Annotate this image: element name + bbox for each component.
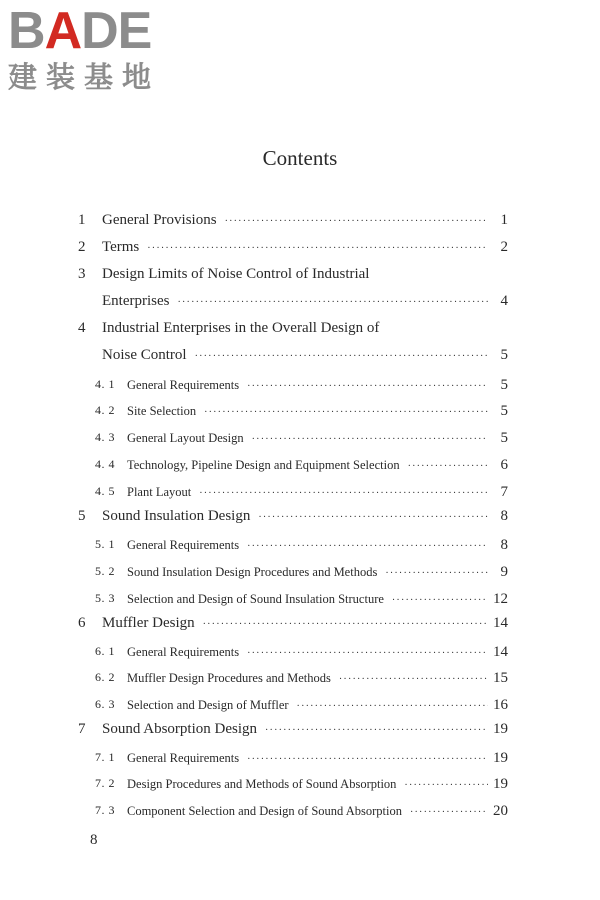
toc-entry-page: 19 <box>493 721 508 737</box>
toc-entry-row <box>127 403 508 420</box>
leader-dots <box>247 648 488 659</box>
toc-entry-number: 7. 2 <box>95 776 115 790</box>
leader-dots <box>199 488 488 499</box>
toc-entry <box>0 345 600 369</box>
toc-entry-row <box>127 803 508 820</box>
toc-entry <box>0 373 600 397</box>
toc-entry <box>0 799 600 823</box>
toc-entry-page: 16 <box>493 697 508 713</box>
toc-entry-page: 20 <box>493 803 508 819</box>
leader-dots <box>408 461 488 472</box>
toc-entry-number: 1 <box>78 212 86 228</box>
toc-entry-label: General Provisions <box>102 212 217 228</box>
toc-entry-row <box>127 670 508 687</box>
toc-entry <box>0 264 600 288</box>
toc-entry-number: 5 <box>78 508 86 524</box>
toc-entry-number: 7. 3 <box>95 803 115 817</box>
toc-entry-row <box>102 293 508 310</box>
leader-dots <box>385 568 488 579</box>
toc-entry-label: Design Procedures and Methods of Sound Absorption <box>127 777 397 791</box>
leader-dots <box>247 541 488 552</box>
toc-entry <box>0 560 600 584</box>
toc-entry-number: 4. 5 <box>95 484 115 498</box>
toc-entry-label: Design Limits of Noise Control of Industrial <box>102 266 370 282</box>
toc-entry <box>0 533 600 557</box>
toc-entry-number: 4 <box>78 320 86 336</box>
toc-entry-row <box>102 239 508 256</box>
toc-entry-number: 5. 3 <box>95 591 115 605</box>
toc-entry-row <box>102 347 508 364</box>
toc-entry-page: 8 <box>500 537 508 553</box>
toc-entry <box>0 480 600 504</box>
toc-entry-page: 5 <box>500 347 508 363</box>
toc-entry <box>0 719 600 743</box>
toc-entry <box>0 426 600 450</box>
toc-entry-page: 5 <box>500 430 508 446</box>
toc-entry-label: General Requirements <box>127 378 240 392</box>
page-number: 8 <box>90 832 98 848</box>
toc-entry-label: General Requirements <box>127 645 240 659</box>
leader-dots <box>258 512 488 523</box>
toc-entry-number: 7 <box>78 721 86 737</box>
toc-entry-page: 19 <box>493 750 508 766</box>
toc-entry <box>0 693 600 717</box>
leader-dots <box>339 674 488 685</box>
toc-entry <box>0 772 600 796</box>
toc-entry-label: Muffler Design Procedures and Methods <box>127 671 331 685</box>
toc-entry-row <box>102 721 508 738</box>
toc-entry <box>0 237 600 261</box>
toc-entry-page: 6 <box>500 457 508 473</box>
toc-entry <box>0 506 600 530</box>
leader-dots <box>177 297 488 308</box>
toc-entry <box>0 587 600 611</box>
toc-entry-label: Selection and Design of Muffler <box>127 698 289 712</box>
toc-entry-row <box>102 320 508 337</box>
toc-entry-label: Muffler Design <box>102 615 195 631</box>
leader-dots <box>247 381 488 392</box>
toc-entry-label: Enterprises <box>102 293 170 309</box>
leader-dots <box>247 754 488 765</box>
toc-entry-number: 3 <box>78 266 86 282</box>
toc-entry-number: 4. 4 <box>95 457 115 471</box>
toc-entry-number: 4. 1 <box>95 377 115 391</box>
toc-entry-page: 2 <box>500 239 508 255</box>
leader-dots <box>204 407 488 418</box>
toc-entry-row <box>127 484 508 501</box>
toc-entry <box>0 291 600 315</box>
toc-entry-row <box>127 750 508 767</box>
toc-entry-label: General Requirements <box>127 751 240 765</box>
toc-entry-row <box>127 644 508 661</box>
toc-entry-page: 15 <box>493 670 508 686</box>
toc-entry-row <box>127 697 508 714</box>
toc-entry-row <box>127 537 508 554</box>
toc-entry-page: 14 <box>493 615 508 631</box>
toc-entry-page: 5 <box>500 377 508 393</box>
toc-entry-number: 7. 1 <box>95 750 115 764</box>
toc-entry-label: Plant Layout <box>127 485 192 499</box>
toc-entry-label: General Layout Design <box>127 431 244 445</box>
toc-entry-page: 4 <box>500 293 508 309</box>
toc-entry-row <box>102 508 508 525</box>
toc-entry <box>0 746 600 770</box>
toc-entry-page: 14 <box>493 644 508 660</box>
toc-entry-number: 2 <box>78 239 86 255</box>
leader-dots <box>195 351 488 362</box>
toc-entry-page: 7 <box>500 484 508 500</box>
toc-entry <box>0 453 600 477</box>
leader-dots <box>147 243 488 254</box>
toc-entry-row <box>127 430 508 447</box>
toc-entry-label: Sound Insulation Design Procedures and Methods <box>127 565 378 579</box>
logo-chinese-text: 建装基地 <box>8 60 161 94</box>
logo-wordmark: BADE <box>8 2 152 60</box>
toc-entry-page: 5 <box>500 403 508 419</box>
toc-entry-number: 6. 1 <box>95 644 115 658</box>
page-title: Contents <box>262 146 338 170</box>
toc-entry <box>0 399 600 423</box>
leader-dots <box>297 701 488 712</box>
toc-entry-row <box>127 776 508 793</box>
toc-entry-row <box>102 212 508 229</box>
leader-dots <box>252 434 488 445</box>
leader-dots <box>225 216 488 227</box>
toc-entry-number: 4. 3 <box>95 430 115 444</box>
toc-entry-number: 5. 2 <box>95 564 115 578</box>
leader-dots <box>404 780 488 791</box>
toc-entry-page: 12 <box>493 591 508 607</box>
toc-entry-number: 5. 1 <box>95 537 115 551</box>
toc-entry-row <box>102 266 508 283</box>
toc-entry-number: 6. 2 <box>95 670 115 684</box>
toc-entry-label: Sound Absorption Design <box>102 721 258 737</box>
leader-dots <box>392 595 488 606</box>
leader-dots <box>265 725 488 736</box>
toc-entry-label: Noise Control <box>102 347 187 363</box>
toc-entry-label: General Requirements <box>127 538 240 552</box>
toc-entry-label: Site Selection <box>127 404 197 418</box>
toc-entry-row <box>127 564 508 581</box>
toc-entry <box>0 666 600 690</box>
toc-entry-page: 9 <box>500 564 508 580</box>
toc-entry-label: Terms <box>102 239 140 255</box>
toc-entry-row <box>127 591 508 608</box>
toc-entry <box>0 613 600 637</box>
toc-entry-row <box>127 457 508 474</box>
toc-entry <box>0 640 600 664</box>
toc-entry-number: 6 <box>78 615 86 631</box>
leader-dots <box>410 807 488 818</box>
toc-entry-page: 1 <box>500 212 508 228</box>
toc-entry-label: Industrial Enterprises in the Overall Design of <box>102 320 380 336</box>
toc-entry-page: 19 <box>493 776 508 792</box>
toc-entry-label: Technology, Pipeline Design and Equipment Selection <box>127 458 400 472</box>
toc-entry-label: Component Selection and Design of Sound Absorption <box>127 804 402 818</box>
toc-entry-row <box>102 615 508 632</box>
toc-entry-label: Selection and Design of Sound Insulation Structure <box>127 592 384 606</box>
toc-entry-label: Sound Insulation Design <box>102 508 251 524</box>
toc-entry-page: 8 <box>500 508 508 524</box>
toc-entry-row <box>127 377 508 394</box>
toc-entry <box>0 210 600 234</box>
leader-dots <box>203 619 488 630</box>
toc-entry <box>0 318 600 342</box>
toc-entry-number: 4. 2 <box>95 403 115 417</box>
toc-entry-number: 6. 3 <box>95 697 115 711</box>
